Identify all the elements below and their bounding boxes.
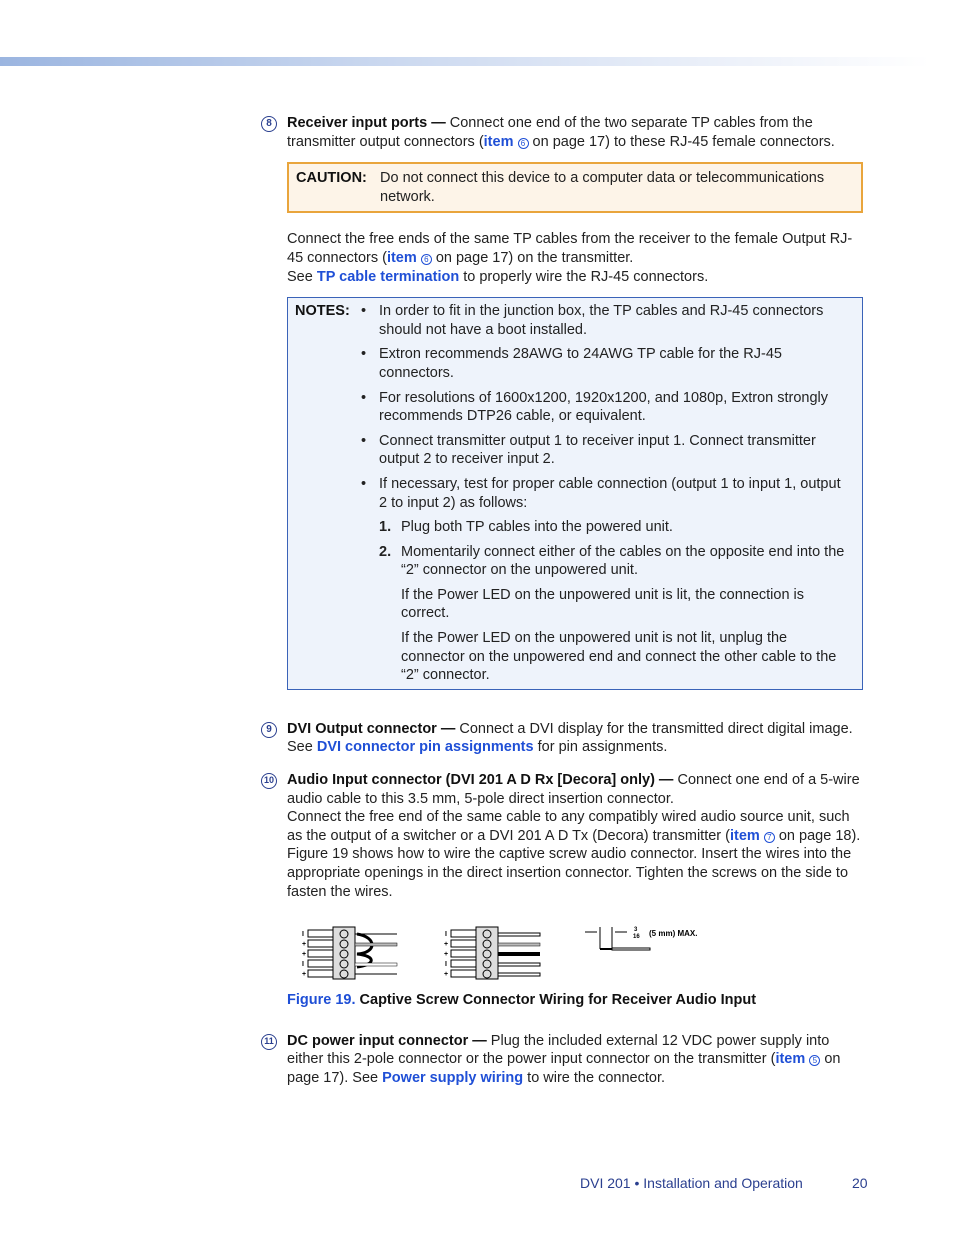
sub-note: If the Power LED on the unpowered unit is lit, the connection is correct. [401,586,805,622]
text: on page 17) on the transmitter. [431,249,634,266]
item-link[interactable]: item [483,133,514,150]
text: Connect the free ends of the same TP cables from the receiver to the female Output RJ-45 connectors ( [287,231,853,266]
item-dvi-output [266,720,863,757]
item-link[interactable]: item [729,827,760,844]
connector-right [444,927,540,979]
figure-number: Figure 19. [287,992,356,1009]
pin-label: I [302,961,304,969]
callout-number-11: 11 [261,1034,277,1050]
content-column [263,114,863,1088]
text: Connect one end of the two separate TP cables from the transmitter output connectors ( [287,115,813,150]
text: Figure 19 shows how to wire the captive screw audio connector. Insert the wires into the appropriate openings in the direct insertion connector. Tighten the screws on the side to fasten the wires. [287,846,852,900]
note-text: Connect transmitter output 1 to receiver input 1. Connect transmitter output 2 to receiver input 2. [379,432,816,468]
item-title: Receiver input ports — [287,115,446,131]
strip-label: (5 mm) MAX. [649,929,698,939]
note-bullet: • For resolutions of 1600x1200, 1920x1200, and 1080p, Extron strongly recommends DTP26 cable, or equivalent. [361,389,828,425]
step-text: Plug both TP cables into the powered unit. [401,519,673,536]
note-text: For resolutions of 1600x1200, 1920x1200, and 1080p, Extron strongly recommends DTP26 cable, or equivalent. [379,389,828,425]
text: Plug the included external 12 VDC power supply into either this 2-pole connector or the power input connector on the transmitter ( [287,1032,830,1068]
ref-circle: 6 [518,138,529,149]
dvi-pin-assignments-link[interactable]: DVI connector pin assignments [316,739,534,756]
pin-label: + [444,951,449,959]
step-2 [379,543,852,580]
text: Connect a DVI display for the transmitted direct digital image. See [287,720,853,756]
step-text: Momentarily connect either of the cables on the opposite end into the “2” connector on the unpowered unit. [401,543,845,579]
caution-text: Do not connect this device to a computer data or telecommunications network. [380,170,825,205]
item-link[interactable]: item [386,249,417,266]
fraction-numerator: 3 [634,927,638,934]
pin-label: + [444,941,449,949]
callout-number-9: 9 [261,722,277,738]
page-number: 20 [852,1175,868,1191]
text: on page 18). [774,827,861,844]
caution-label: CAUTION: [296,170,367,187]
ref-circle: 7 [764,832,775,843]
ref-circle: 6 [421,254,432,265]
note-bullet: • In order to fit in the junction box, the TP cables and RJ-45 connectors should not have a boot installed. [361,303,824,338]
item-audio-input [263,771,863,901]
strip-length-indicator [585,927,697,950]
step-1 [379,518,852,537]
pin-label: I [445,931,447,939]
item-title: DC power input connector — [287,1032,487,1049]
note-text: Extron recommends 28AWG to 24AWG TP cable for the RJ-45 connectors. [379,346,782,381]
text: to properly wire the RJ-45 connectors. [459,268,709,285]
callout-number-10: 10 [261,773,277,789]
pin-label: I [302,931,304,939]
item-receiver-input-ports [266,114,863,151]
pin-label: + [302,941,307,949]
callout-number-8: 8 [261,116,277,132]
note-text: If necessary, test for proper cable connection (output 1 to input 1, output 2 to input 2) as follows: [379,475,841,511]
footer-title: DVI 201 • Installation and Operation [580,1175,803,1191]
text: Connect the free end of the same cable to any compatibly wired audio source unit, such as the output of a switcher or a DVI 201 A D Tx (Decora) transmitter ( [287,809,850,844]
note-bullet: • Connect transmitter output 1 to receiver input 1. Connect transmitter output 2 to receiver input 2. [361,432,816,468]
pin-label: I [445,961,447,969]
caution-box [287,162,863,213]
item-title: DVI Output connector — [287,720,456,737]
text: on page 17) to these RJ-45 female connectors. [528,133,835,150]
text: on page 17). See [287,1051,841,1086]
text: for pin assignments. [533,739,668,756]
step-number: 1. [379,519,392,536]
step-number: 2. [379,543,392,560]
item-title: Audio Input connector (DVI 201 A D Rx [Decora] only) — [287,772,674,789]
note-bullet: • Extron recommends 28AWG to 24AWG TP cable for the RJ-45 connectors. [361,346,782,381]
connector-left [302,927,397,979]
note-text: In order to fit in the junction box, the TP cables and RJ-45 connectors should not have a boot installed. [379,303,824,338]
text: to wire the connector. [523,1069,665,1086]
header-accent-bar [0,57,930,66]
notes-label: NOTES: [295,303,350,320]
pin-label: + [444,971,449,979]
power-supply-wiring-link[interactable]: Power supply wiring [382,1069,524,1086]
captive-screw-wiring-diagram [295,923,715,983]
tp-cable-termination-link[interactable]: TP cable termination [316,268,460,285]
paragraph-tp-connect [287,230,863,286]
pin-label: + [302,971,307,979]
figure-caption-text: Captive Screw Connector Wiring for Receiver Audio Input [359,992,757,1009]
ref-circle: 5 [809,1055,820,1066]
notes-box [287,297,863,690]
item-dc-power-input [264,1032,863,1088]
pin-label: + [302,951,307,959]
fraction-denominator: 16 [633,934,640,941]
text: See [287,268,317,285]
sub-note: If the Power LED on the unpowered unit is not lit, unplug the connector on the unpowered end and connect the other cable to the “2” connector. [401,630,837,684]
item-link[interactable]: item [775,1051,806,1068]
text: Connect one end of a 5-wire audio cable to this 3.5 mm, 5-pole direct insertion connector. [287,772,860,807]
note-bullet: • If necessary, test for proper cable connection (output 1 to input 1, output 2 to input 2) as follows: [361,475,841,511]
figure-caption [287,991,863,1010]
